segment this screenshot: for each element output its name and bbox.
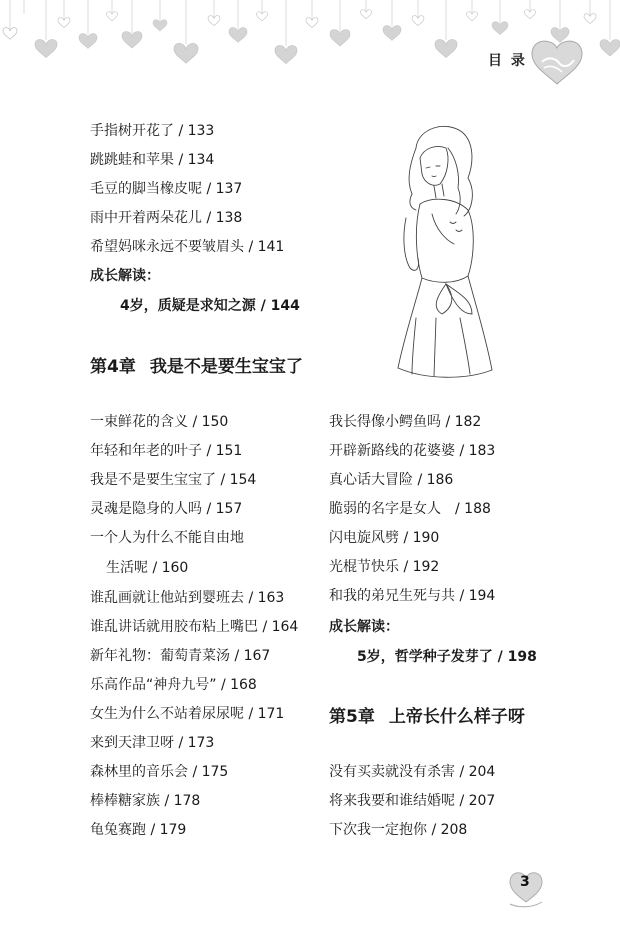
list-item: 希望妈咪永远不要皱眉头 / 141 — [90, 239, 285, 255]
list-item: 来到天津卫呀 / 173 — [90, 735, 215, 751]
list-item: 将来我要和谁结婚呢 / 207 — [329, 793, 496, 809]
list-item: 脆弱的名字是女人 / 188 — [329, 501, 491, 517]
chapter-number: 第5章 — [329, 707, 375, 727]
list-item: 一个人为什么不能自由地 — [90, 530, 244, 546]
growth-section-title: 成长解读： — [329, 619, 399, 635]
list-item: 雨中开着两朵花儿 / 138 — [90, 210, 243, 226]
list-item: 女生为什么不站着尿尿呢 / 171 — [90, 706, 285, 722]
list-item: 我长得像小鳄鱼吗 / 182 — [329, 414, 482, 430]
list-item: 新年礼物：葡萄青菜汤 / 167 — [90, 648, 271, 664]
chapter-title: 我是不是要生宝宝了 — [149, 357, 303, 377]
list-item: 开辟新路线的花婆婆 / 183 — [329, 443, 496, 459]
girl-illustration — [376, 118, 506, 388]
list-item: 光棍节快乐 / 192 — [329, 559, 440, 575]
hanging-hearts-decoration — [0, 0, 620, 80]
list-item: 我是不是要生宝宝了 / 154 — [90, 472, 257, 488]
toc-label: 目 录 — [488, 53, 527, 69]
list-item: 谁乱讲话就用胶布粘上嘴巴 / 164 — [90, 619, 299, 635]
growth-section-item: 5岁，哲学种子发芽了 / 198 — [357, 649, 537, 665]
list-item: 没有买卖就没有杀害 / 204 — [329, 764, 496, 780]
list-item: 乐高作品“神舟九号” / 168 — [90, 677, 257, 693]
chapter-heading — [90, 356, 303, 378]
list-item: 闪电旋风劈 / 190 — [329, 530, 440, 546]
list-item: 谁乱画就让他站到婴班去 / 163 — [90, 590, 285, 606]
list-item: 手指树开花了 / 133 — [90, 123, 215, 139]
list-item: 真心话大冒险 / 186 — [329, 472, 454, 488]
list-item: 一束鲜花的含义 / 150 — [90, 414, 229, 430]
chapter-title: 上帝长什么样子呀 — [388, 707, 525, 727]
list-item-continuation: 生活呢 / 160 — [106, 560, 189, 576]
chapter-number: 第4章 — [90, 357, 136, 377]
list-item: 森林里的音乐会 / 175 — [90, 764, 229, 780]
list-item: 棒棒糖家族 / 178 — [90, 793, 201, 809]
list-item: 龟兔赛跑 / 179 — [90, 822, 187, 838]
list-item: 和我的弟兄生死与共 / 194 — [329, 588, 496, 604]
list-item: 毛豆的脚当橡皮呢 / 137 — [90, 181, 243, 197]
growth-section-item: 4岁，质疑是求知之源 / 144 — [120, 298, 300, 314]
chapter-heading — [329, 706, 525, 728]
page-number: 3 — [520, 874, 530, 890]
growth-section-title: 成长解读： — [90, 268, 160, 284]
list-item: 跳跳蛙和苹果 / 134 — [90, 152, 215, 168]
heart-hands-icon — [528, 36, 586, 86]
list-item: 下次我一定抱你 / 208 — [329, 822, 468, 838]
list-item: 灵魂是隐身的人吗 / 157 — [90, 501, 243, 517]
list-item: 年轻和年老的叶子 / 151 — [90, 443, 243, 459]
